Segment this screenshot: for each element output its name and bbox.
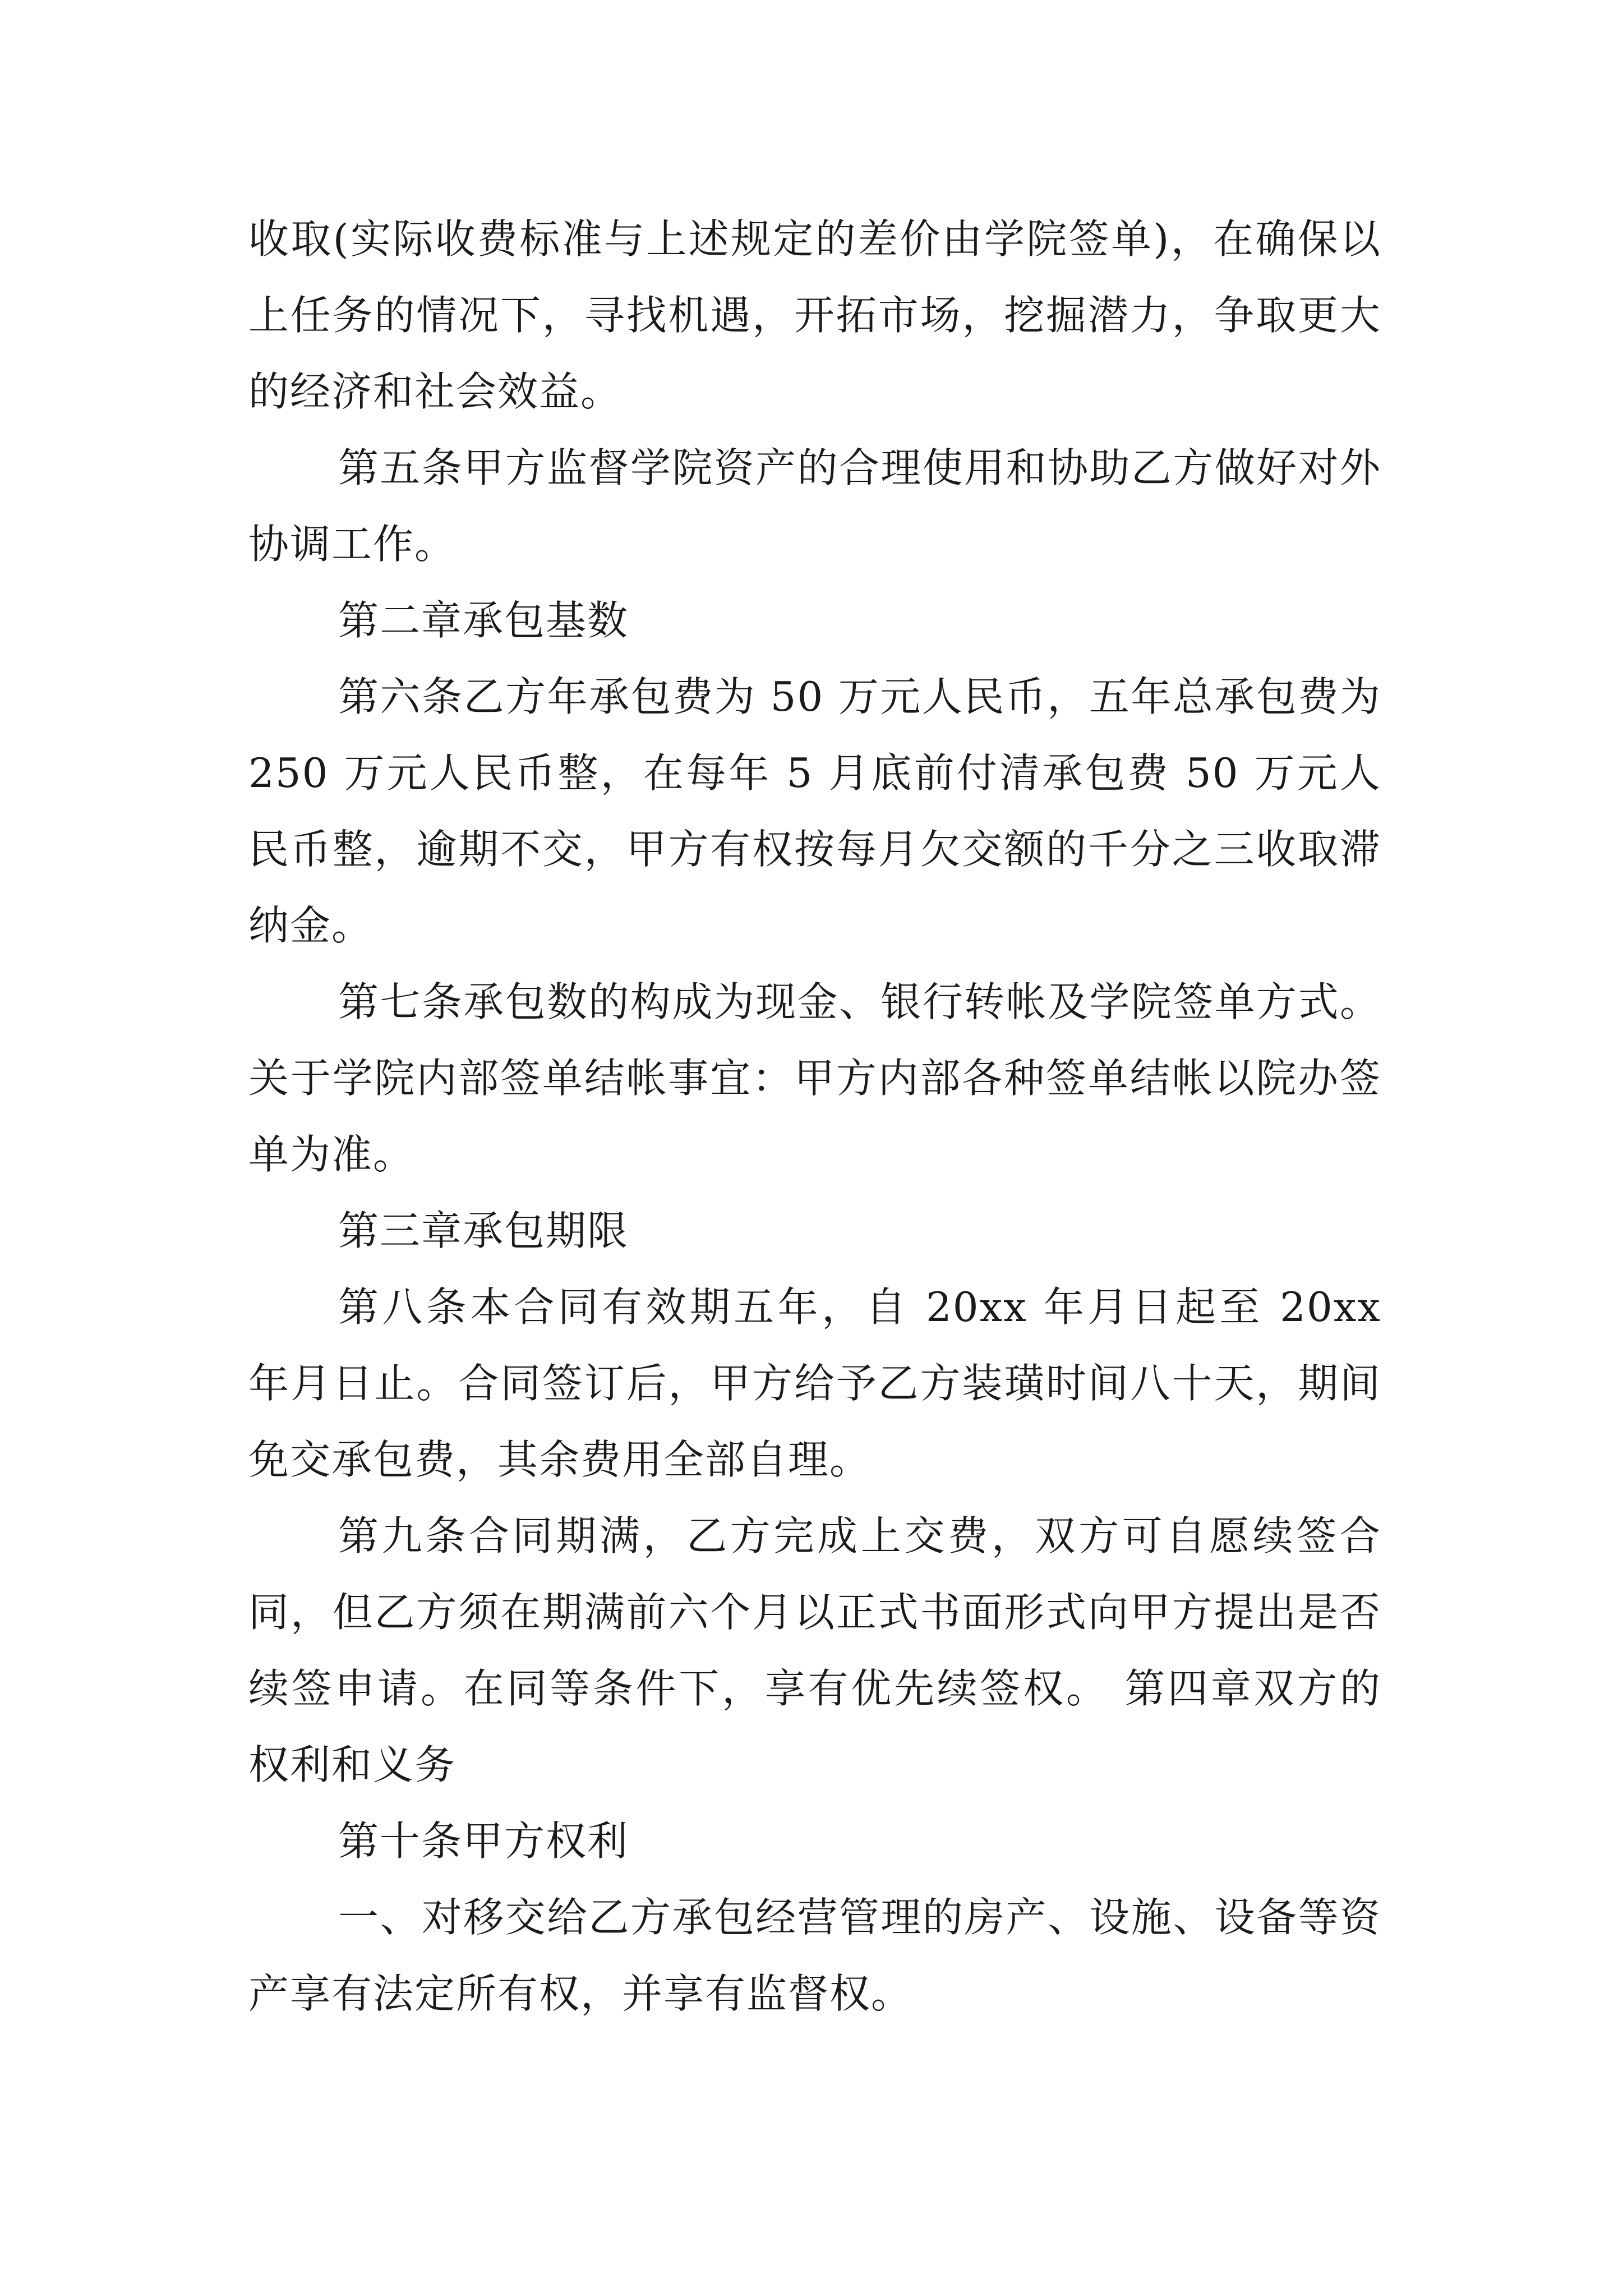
paragraph-article-8: 第八条本合同有效期五年，自 20xx 年月日起至 20xx 年月日止。合同签订后，甲方给予乙方装璜时间八十天，期间免交承包费，其余费用全部自理。 xyxy=(248,1283,1381,1483)
paragraph-article-10-item-1: 一、对移交给乙方承包经营管理的房产、设施、设备等资产享有法定所有权，并享有监督权。 xyxy=(248,1894,1381,2017)
paragraph-article-6: 第六条乙方年承包费为 50 万元人民币，五年总承包费为 250 万元人民币整，在每年 5 月底前付清承包费 50 万元人民币整，逾期不交，甲方有权按每月欠交额的千分之三收取滞纳金。 xyxy=(248,673,1381,949)
paragraph-article-5: 第五条甲方监督学院资产的合理使用和协助乙方做好对外协调工作。 xyxy=(248,444,1381,568)
paragraph-revenue-collection: 收取(实际收费标准与上述规定的差价由学院签单)，在确保以上任务的情况下，寻找机遇，开拓市场，挖掘潜力，争取更大的经济和社会效益。 xyxy=(248,215,1381,415)
paragraph-article-7: 第七条承包数的构成为现金、银行转帐及学院签单方式。关于学院内部签单结帐事宜：甲方内部各种签单结帐以院办签单为准。 xyxy=(248,978,1381,1178)
document-body xyxy=(248,201,1381,2032)
chapter-2-heading: 第二章承包基数 xyxy=(338,597,629,644)
chapter-3-heading: 第三章承包期限 xyxy=(338,1207,629,1254)
paragraph-article-9: 第九条合同期满，乙方完成上交费，双方可自愿续签合同，但乙方须在期满前六个月以正式书面形式向甲方提出是否续签申请。在同等条件下，享有优先续签权。 第四章双方的权利和义务 xyxy=(248,1512,1381,1788)
article-10-heading: 第十条甲方权利 xyxy=(338,1818,629,1865)
